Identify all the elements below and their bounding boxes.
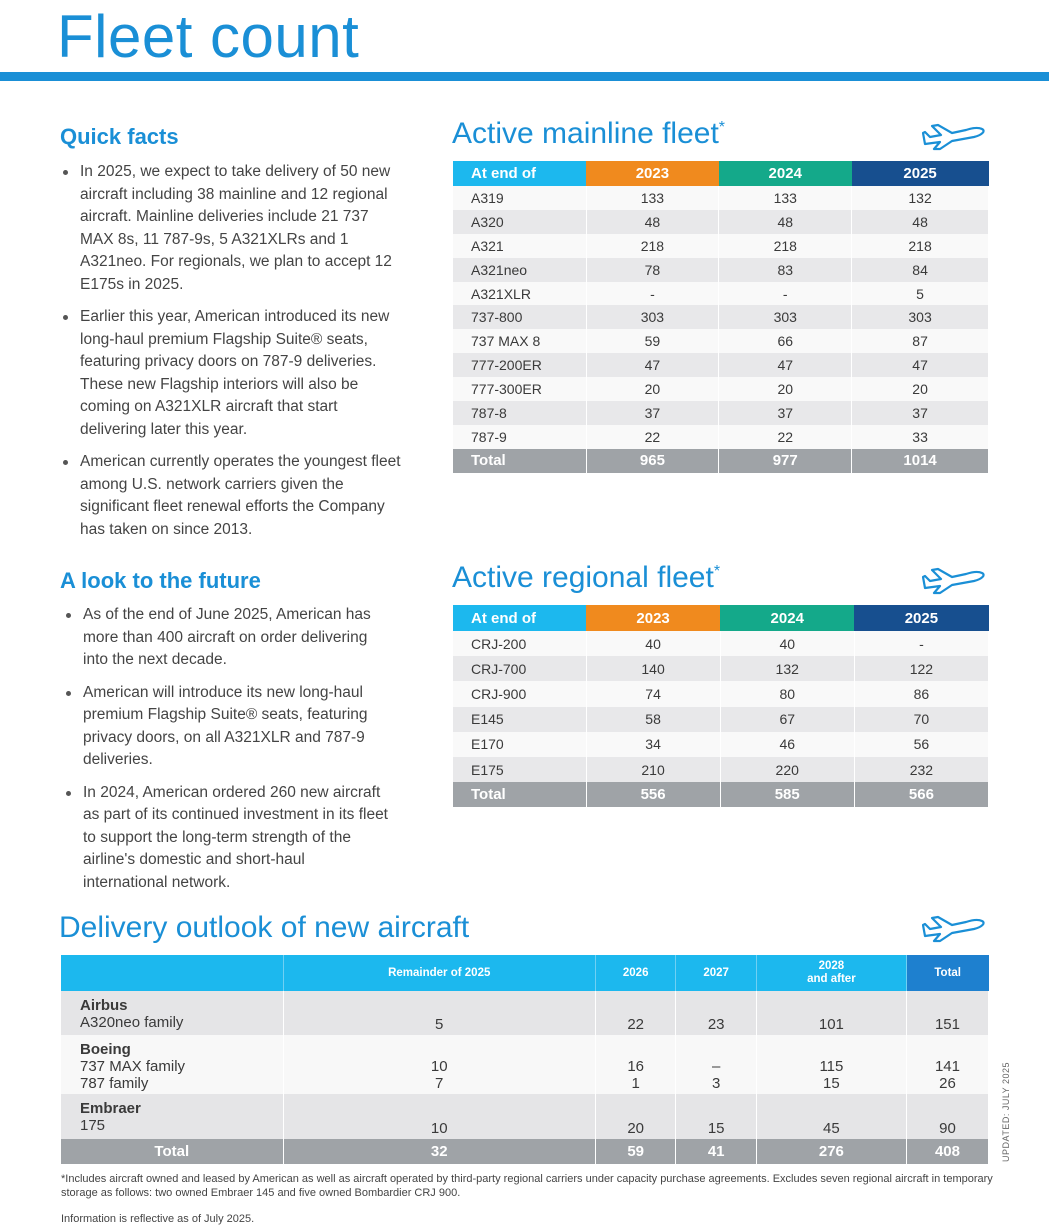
table-cell: 45 [756,1094,906,1139]
table-cell: CRJ-700 [453,656,586,681]
table-cell: 46 [720,732,854,757]
table-cell: A321XLR [453,282,586,306]
table-cell: 303 [586,305,719,329]
cell-value: 10 [430,1058,448,1075]
table-row [453,353,989,377]
table-header-row [453,605,989,631]
column-header: 2027 [676,955,756,991]
header-line: and after [807,973,856,985]
table-cell: A319 [453,186,586,210]
table-cell: 59 [595,1139,675,1164]
airplane-icon [922,566,988,596]
cell-value: 1 [631,1075,640,1092]
table-row [453,707,989,732]
table-row [453,258,989,282]
page-title: Fleet count [57,3,360,70]
table-cell: 32 [283,1139,595,1164]
column-header [756,955,906,991]
table-cell: 37 [719,401,852,425]
table-cell: 133 [719,186,852,210]
table-row [453,210,989,234]
table-cell: 737-800 [453,305,586,329]
table-cell: 74 [586,681,720,706]
column-header: 2023 [586,605,720,631]
cell-value: 141 [934,1058,960,1075]
group-name: Airbus [80,997,128,1014]
table-cell: 15 [676,1094,756,1139]
mainline-title-text: Active mainline fleet [452,117,719,150]
table-cell: 122 [854,656,988,681]
row-label: 175 [80,1117,106,1134]
table-cell: 787-9 [453,425,586,449]
column-header: 2026 [595,955,675,991]
table-header-row [61,955,989,991]
table-cell: A320 [453,210,586,234]
column-header: 2024 [719,161,852,186]
table-cell: 232 [854,757,988,782]
table-row [453,681,989,706]
cell-value: 3 [711,1075,721,1092]
list-item: As of the end of June 2025, American has more than 400 aircraft on order delivering into the next decade. [63,604,393,672]
table-cell: 101 [756,991,906,1035]
table-row [453,234,989,258]
table-cell: 132 [720,656,854,681]
table-cell: E170 [453,732,586,757]
table-cell: 48 [719,210,852,234]
table-row [61,991,989,1035]
table-cell: 10 [283,1094,595,1139]
table-cell: 276 [756,1139,906,1164]
table-total-row [453,449,989,473]
table-cell: 84 [852,258,989,282]
table-cell: 59 [586,329,719,353]
column-header: At end of [453,605,586,631]
cell-value: – [711,1058,721,1075]
table-cell: 5 [852,282,989,306]
table-cell: A321neo [453,258,586,282]
table-row [453,305,989,329]
regional-title-text: Active regional fleet [452,561,714,594]
table-cell: 87 [852,329,989,353]
list-item: In 2024, American ordered 260 new aircraft as part of its continued investment in its fleet to support the long-term strength of the airline's domestic and short-haul international network. [63,782,393,895]
mainline-title [452,117,725,151]
table-cell: 41 [676,1139,756,1164]
table-cell: 34 [586,732,720,757]
table-cell: A321 [453,234,586,258]
table-cell: 585 [720,782,854,807]
table-row [453,282,989,306]
list-item: American will introduce its new long-haul premium Flagship Suite® seats, featuring privacy doors, on all A321XLR and 787-9 deliveries. [63,682,393,772]
table-cell: - [719,282,852,306]
table-row [453,425,989,449]
delivery-title: Delivery outlook of new aircraft [59,911,470,944]
table-cell: 70 [854,707,988,732]
table-cell: 777-200ER [453,353,586,377]
table-cell: 47 [719,353,852,377]
table-cell: 977 [719,449,852,473]
regional-fleet-table [453,605,989,807]
table-cell: 566 [854,782,988,807]
table-cell [283,1035,595,1094]
table-cell: 5 [283,991,595,1035]
list-item: Earlier this year, American introduced its new long-haul premium Flagship Suite® seats, featuring privacy doors on 787-9 deliveries. These new Flagship interiors will also be coming on A321XLR aircraft that start delivering later this year. [60,306,405,441]
column-header: Remainder of 2025 [283,955,595,991]
table-cell: 20 [719,377,852,401]
cell-value: 7 [435,1075,444,1092]
column-header: 2025 [852,161,989,186]
column-header: At end of [453,161,586,186]
table-row [453,401,989,425]
table-cell: 218 [852,234,989,258]
table-cell: 787-8 [453,401,586,425]
group-label-cell [61,1035,283,1094]
regional-asterisk: * [713,563,721,580]
header-line: 2028 [818,960,845,972]
table-cell: 40 [586,631,720,656]
table-cell [676,1035,756,1094]
mainline-fleet-table [453,161,989,473]
row-label: 737 MAX family [80,1058,186,1075]
table-cell: 48 [852,210,989,234]
cell-value: 115 [819,1058,844,1075]
table-cell: 66 [719,329,852,353]
table-cell: 218 [719,234,852,258]
table-cell: 20 [852,377,989,401]
row-label: 787 family [80,1075,149,1092]
table-cell: 22 [595,991,675,1035]
table-row [61,1035,989,1094]
table-cell: 20 [586,377,719,401]
table-total-row [61,1139,989,1164]
table-cell: 133 [586,186,719,210]
table-header-row [453,161,989,186]
column-header: 2023 [586,161,719,186]
footnote: *Includes aircraft owned and leased by American as well as aircraft operated by third-party regional carriers under capacity purchase agreements. Excludes seven regional aircraft in temporary storage as follows: two owned Embraer 145 and five owned Bombardier CRJ 900. [61,1173,993,1199]
table-row [453,186,989,210]
table-cell: 37 [586,401,719,425]
table-cell: 86 [854,681,988,706]
table-cell: 58 [586,707,720,732]
group-name: Boeing [80,1041,131,1058]
table-cell: 132 [852,186,989,210]
table-cell: 737 MAX 8 [453,329,586,353]
future-list [63,604,393,904]
quick-facts-list [60,161,405,551]
table-cell: 56 [854,732,988,757]
mainline-asterisk: * [718,119,726,136]
table-cell: 83 [719,258,852,282]
table-cell: 33 [852,425,989,449]
table-cell: 220 [720,757,854,782]
table-cell: 777-300ER [453,377,586,401]
table-cell: Total [61,1139,283,1164]
table-cell: Total [453,782,586,807]
future-heading: A look to the future [60,568,261,593]
table-row [453,377,989,401]
table-cell: E145 [453,707,586,732]
table-cell: 140 [586,656,720,681]
table-cell: 303 [719,305,852,329]
table-row [453,757,989,782]
table-cell [756,1035,906,1094]
quick-facts-heading: Quick facts [60,124,179,149]
row-label: A320neo family [80,1014,184,1031]
table-row [453,732,989,757]
table-cell: - [586,282,719,306]
column-header: 2024 [720,605,854,631]
cell-value: 16 [627,1058,645,1075]
airplane-icon [922,122,988,152]
table-cell [906,1035,988,1094]
table-cell: CRJ-200 [453,631,586,656]
title-divider [0,72,1049,81]
cell-value: 26 [939,1075,956,1092]
list-item: In 2025, we expect to take delivery of 50 new aircraft including 38 mainline and 12 regional aircraft. Mainline deliveries include 21 737 MAX 8s, 11 787-9s, 5 A321XLRs and 1 A321neo. For regionals, we plan to accept 12 E175s in 2025. [60,161,405,296]
table-cell: 90 [906,1094,988,1139]
table-cell: - [854,631,988,656]
table-cell: 22 [586,425,719,449]
table-cell: 303 [852,305,989,329]
table-cell [595,1035,675,1094]
group-name: Embraer [80,1100,141,1117]
airplane-icon [922,914,988,944]
table-cell: 80 [720,681,854,706]
table-cell: 67 [720,707,854,732]
table-cell: 1014 [852,449,989,473]
table-cell: 78 [586,258,719,282]
table-cell: 210 [586,757,720,782]
delivery-outlook-table [61,955,989,1164]
column-header: Total [906,955,988,991]
table-cell: 23 [676,991,756,1035]
group-label-cell [61,1094,283,1139]
table-cell: 40 [720,631,854,656]
cell-value: 15 [823,1075,840,1092]
table-total-row [453,782,989,807]
table-cell: 37 [852,401,989,425]
table-cell: 48 [586,210,719,234]
table-cell: Total [453,449,586,473]
table-cell: 22 [719,425,852,449]
table-cell: 965 [586,449,719,473]
table-row [453,329,989,353]
column-header: 2025 [854,605,988,631]
table-cell: 556 [586,782,720,807]
table-cell: 408 [906,1139,988,1164]
info-note: Information is reflective as of July 2025. [61,1213,255,1225]
table-cell: 47 [852,353,989,377]
updated-note: UPDATED: JULY 2025 [1001,1061,1011,1162]
table-cell: CRJ-900 [453,681,586,706]
list-item: American currently operates the youngest fleet among U.S. network carriers given the significant fleet renewal efforts the Company has taken on since 2013. [60,451,405,541]
table-cell: 151 [906,991,988,1035]
table-row [453,656,989,681]
column-header [61,955,283,991]
table-cell: 20 [595,1094,675,1139]
table-cell: 218 [586,234,719,258]
table-row [453,631,989,656]
table-row [61,1094,989,1139]
table-cell: 47 [586,353,719,377]
group-label-cell [61,991,283,1035]
regional-title [452,561,720,595]
table-cell: E175 [453,757,586,782]
